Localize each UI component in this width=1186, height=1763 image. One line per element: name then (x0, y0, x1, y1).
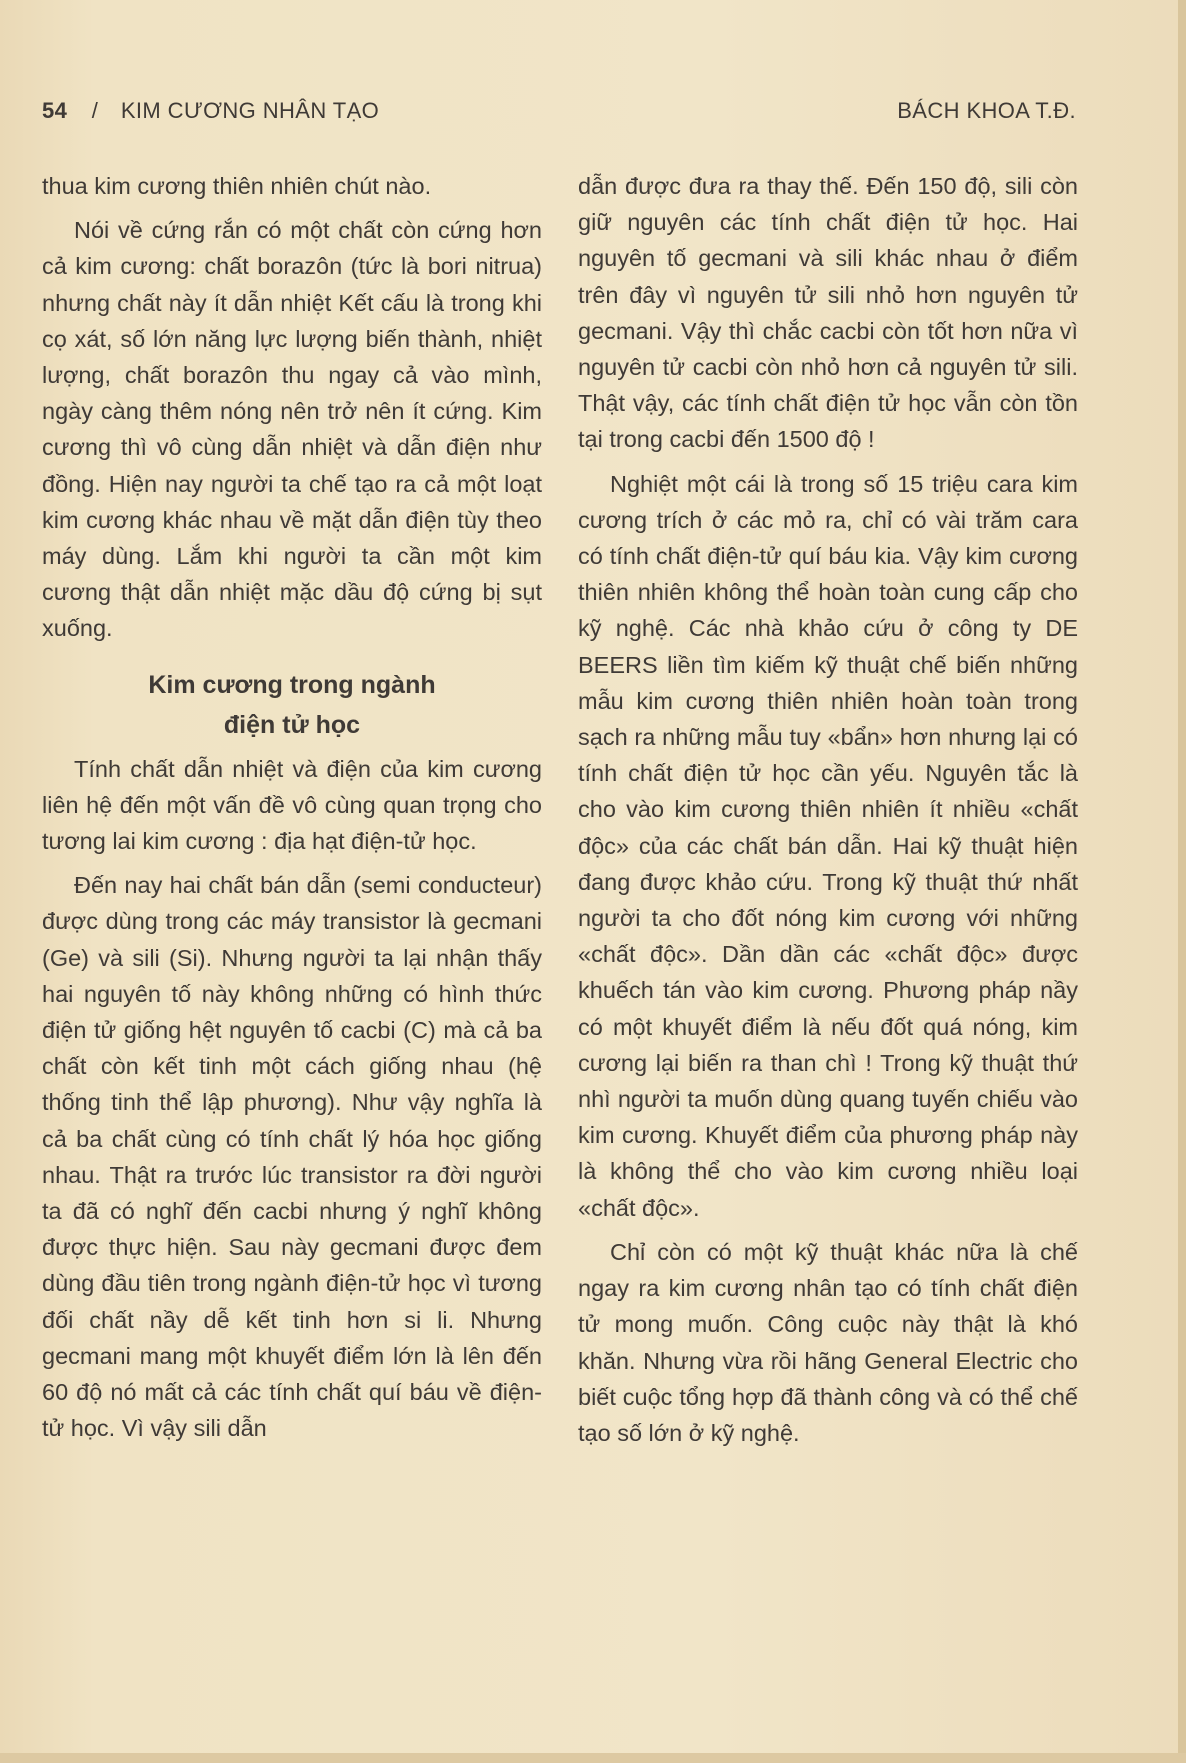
heading-line: điện tử học (223, 710, 361, 739)
paragraph: dẫn được đưa ra thay thế. Đến 150 độ, sili còn giữ nguyên các tính chất điện tử học. Hai nguyên tố gecmani và sili khác nhau ở điểm trên đây vì nguyên tử sili nhỏ hơn nguyên tử gecmani. Vậy thì chắc cacbi còn tốt hơn nữa vì nguyên tử cacbi còn nhỏ hơn cả nguyên tử sili. Thật vậy, các tính chất điện tử học vẫn còn tồn tại trong cacbi đến 1500 độ ! (578, 173, 1078, 453)
paragraph: Nói về cứng rắn có một chất còn cứng hơn cả kim cương: chất borazôn (tức là bori nitrua) nhưng chất này ít dẫn nhiệt Kết cấu là trong khi cọ xát, số lớn năng lực lượng biến thành, nhiệt lượng, chất borazôn thu ngay cả vào mình, ngày càng thêm nóng nên trở nên ít cứng. Kim cương thì vô cùng dẫn nhiệt và dẫn điện như đồng. Hiện nay người ta chế tạo ra cả một loạt kim cương khác nhau về mặt dẫn điện tùy theo máy dùng. Lắm khi người ta cần một kim cương thật dẫn nhiệt mặc dầu độ cứng bị sụt xuống. (42, 217, 542, 642)
page-bottom-edge (0, 1753, 1186, 1763)
paragraph: Chỉ còn có một kỹ thuật khác nữa là chế ngay ra kim cương nhân tạo có tính chất điện tử mong muốn. Công cuộc này thật là khó khăn. Nhưng vừa rồi hãng General Electric cho biết cuộc tổng hợp đã thành công và có thể chế tạo số lớn ở kỹ nghệ. (578, 1238, 1078, 1446)
section-heading (42, 665, 542, 745)
header-separator: / (91, 98, 99, 123)
paragraph: thua kim cương thiên nhiên chút nào. (42, 173, 432, 199)
running-header (42, 98, 1076, 132)
publication-title: BÁCH KHOA T.Đ. (897, 98, 1076, 123)
section-title: KIM CƯƠNG NHÂN TẠO (120, 98, 380, 123)
left-column (42, 168, 542, 1447)
page-number: 54 (42, 98, 68, 123)
paragraph: Tính chất dẫn nhiệt và điện của kim cương liên hệ đến một vấn đề vô cùng quan trọng cho tương lai kim cương : địa hạt điện-tử học. (42, 755, 542, 855)
page-edge (1178, 0, 1186, 1763)
heading-line: Kim cương trong ngành (148, 670, 436, 699)
paragraph: Nghiệt một cái là trong số 15 triệu cara kim cương trích ở các mỏ ra, chỉ có vài trăm cara có tính chất điện-tử quí báu kia. Vậy kim cương thiên nhiên không thể hoàn toàn cung cấp cho kỹ nghệ. Các nhà khảo cứu ở công ty DE BEERS liền tìm kiếm kỹ thuật chế biến những mẫu kim cương thiên nhiên hoàn toàn trong sạch ra những mẫu tuy «bẩn» hơn nhưng lại có tính chất điện tử học cần yếu. Nguyên tắc là cho vào kim cương thiên nhiên ít nhiều «chất độc» của các chất bán dẫn. Hai kỹ thuật hiện đang được khảo cứu. Trong kỹ thuật thứ nhất người ta cho đốt nóng kim cương với những «chất độc». Dần dần các «chất độc» được khuếch tán vào kim cương. Phương pháp nầy có một khuyết điểm là nếu đốt quá nóng, kim cương lại biến ra than chì ! Trong kỹ thuật thứ nhì người ta muốn dùng quang tuyến chiếu vào kim cương. Khuyết điểm của phương pháp này là không thể cho vào kim cương nhiều loại «chất độc». (578, 470, 1078, 1221)
paragraph: Đến nay hai chất bán dẫn (semi conducteur) được dùng trong các máy transistor là gecmani (Ge) và sili (Si). Nhưng người ta lại nhận thấy hai nguyên tố này không những có hình thức điện tử giống hệt nguyên tố cacbi (C) mà cả ba chất còn kết tinh một cách giống nhau (hệ thống tinh thể lập phương). Như vậy nghĩa là cả ba chất cùng có tính chất lý hóa học giống nhau. Thật ra trước lúc transistor ra đời người ta đã có nghĩ đến cacbi nhưng ý nghĩ không được thực hiện. Sau này gecmani được đem dùng đầu tiên trong ngành điện-tử học vì tương đối chất nầy dễ kết tinh hơn si li. Nhưng gecmani mang một khuyết điểm lớn là lên đến 60 độ nó mất cả các tính chất quí báu về điện-tử học. Vì vậy sili dẫn (42, 872, 542, 1442)
right-column (578, 168, 1078, 1451)
header-left (42, 98, 379, 124)
